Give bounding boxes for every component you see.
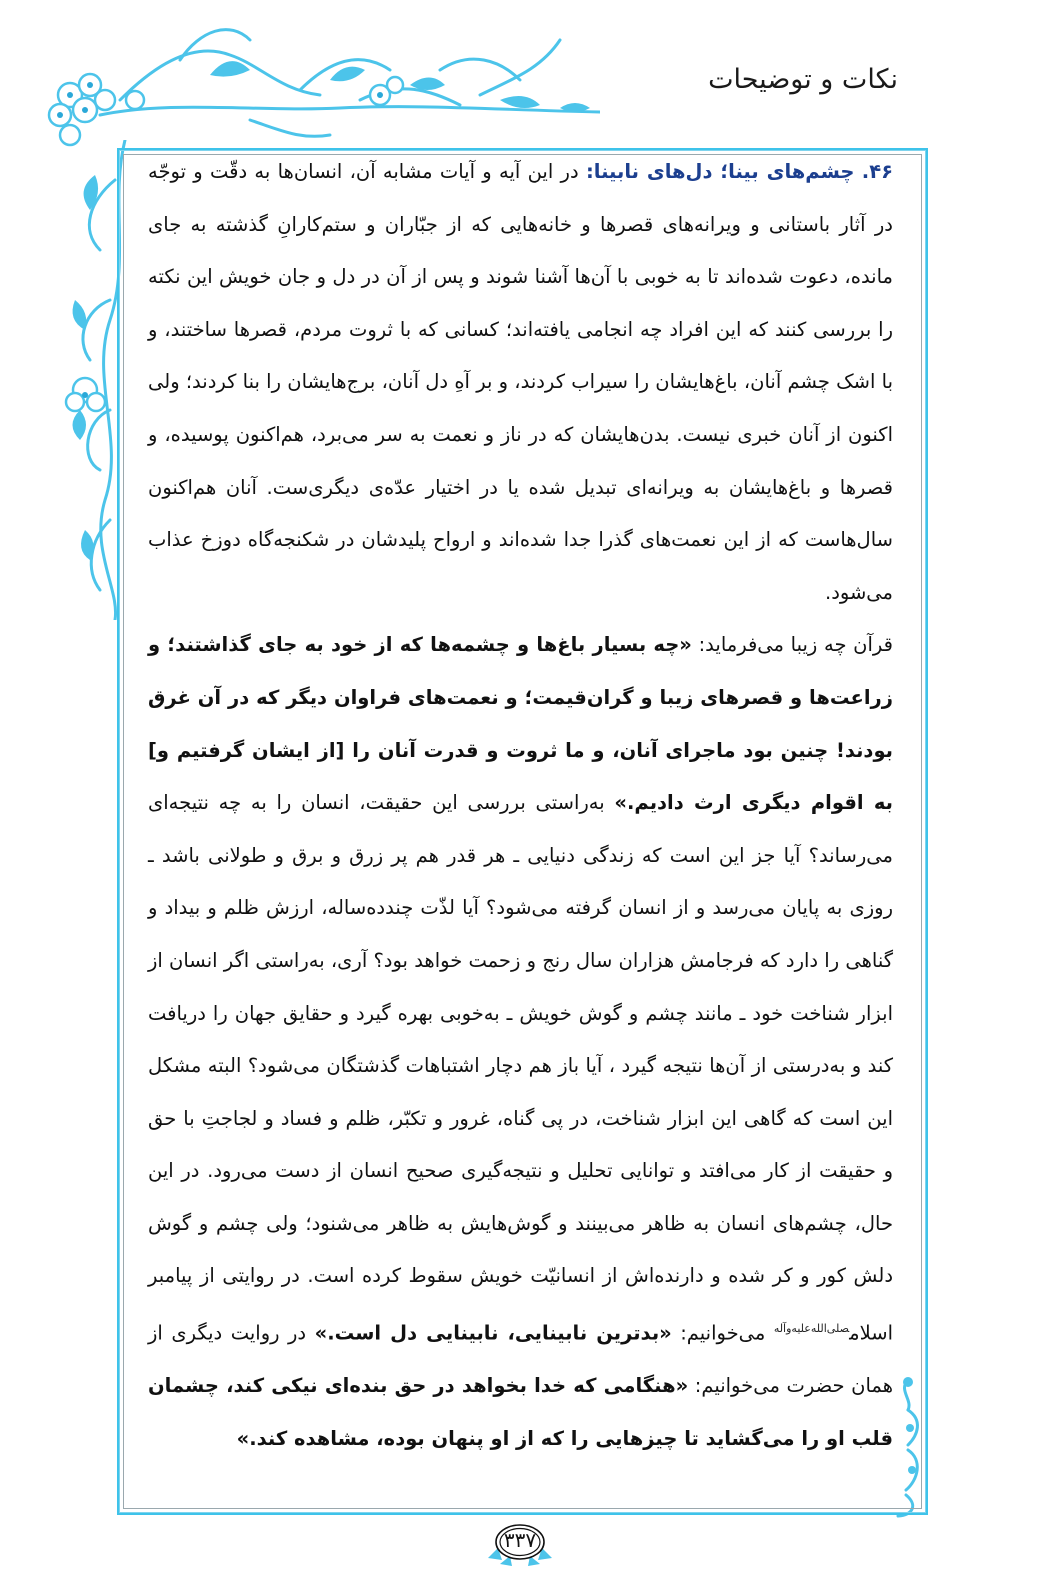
paragraph-text: در روایت دیگری از همان حضرت می‌خوانیم: [148,1321,893,1398]
honorific-glyph: صلی‌الله‌علیه‌وآله [773,1322,850,1336]
page-number-badge [480,1520,560,1570]
paragraph-text: به‌راستی بررسی این حقیقت، انسان را به چه نتیجه‌ای می‌رساند؟ آیا جز این است که زندگی دنیایی ـ هر قدر هم پر زرق و برق و طولانی باشد ـ روزی به پایان می‌رسد و از انسان گرفته می‌شود؟ آیا لذّت چندده‌ساله، ارزش ظلم و بیداد و گناهی را دارد که فرجامش هزاران سال رنج و زحمت خواهد بود؟ آری، به‌راستی اگر انسان از ابزار شناخت خود ـ مانند چشم و گوش خویش ـ به‌خوبی بهره گیرد و حقایق جهان را دریافت کند و به‌درستی از آن‌ها نتیجه گیرد ، آیا باز هم دچار اشتباهات گذشتگان می‌شود؟ البته مشکل این است که گاهی این ابزار شناخت، در پی گناه، غرور و تکبّر، ظلم و فساد و لجاجتِ با حق و حقیقت از کار می‌افتد و توانایی تحلیل و نتیجه‌گیری صحیح انسان از دست می‌رود. در این حال، چشم‌های انسان به ظاهر می‌بینند و گوش‌هایش به ظاهر می‌شنود؛ ولی چشم و گوش دلش کور و کر شده و دارنده‌اش از انسانیّت خویش سقوط کرده است. در روایتی از پیامبر اسلام [148,791,893,1345]
note-paragraph-2 [148,619,893,1465]
paragraph-text: می‌خوانیم: [671,1321,774,1345]
note-body [148,146,893,1465]
note-number: ۴۶. [861,160,894,183]
hadith-quote-1: «بدترین نابینایی، نابینایی دل است.» [314,1321,672,1345]
page-number: ۳۳۷ [503,1528,537,1552]
paragraph-text: در این آیه و آیات مشابه آن، انسان‌ها به دقّت و توجّه در آثار باستانی و ویرانه‌های قصرها و خانه‌هایی که از جبّاران و ستم‌کارانِ گذشته به جای مانده، دعوت شده‌اند تا به خوبی با آن‌ها آشنا شوند و پس از آن در دل و جان خویش این نکته را بررسی کنند که این افراد چه انجامی یافته‌اند؛ کسانی که با ثروت مردم، قصرها ساختند، و با اشک چشم آنان، باغ‌هایشان را سیراب کردند، و بر آهِ دل آنان، برج‌هایشان را بنا کردند؛ ولی اکنون از آنان خبری نیست. بدن‌هایشان که در ناز و نعمت به سر می‌برد، هم‌اکنون پوسیده، و قصرها و باغ‌هایشان به ویرانه‌ای تبدیل شده یا در اختیار عدّه‌ی دیگری‌ست. آنان هم‌اکنون سال‌هاست که از این نعمت‌های گذرا جدا شده‌اند و ارواح پلیدشان در شکنجه‌گاه دوزخ عذاب می‌شود. [148,160,893,604]
page-header-title: نکات و توضیحات [708,64,898,95]
note-paragraph-1 [148,146,893,619]
note-heading: چشم‌های بینا؛ دل‌های نابینا: [585,160,855,183]
hadith-quote-2: «هنگامی که خدا بخواهد در حق بنده‌ای نیکی کند، چشمان قلب او را می‌گشاید تا چیزهایی را که از او پنهان بوده، مشاهده کند.» [148,1374,893,1450]
quran-intro: قرآن چه زیبا می‌فرماید: [691,633,893,657]
quran-quote: «چه بسیار باغ‌ها و چشمه‌ها که از خود به جای گذاشتند؛ و زراعت‌ها و قصرهای زیبا و گران‌قیمت؛ و نعمت‌های فراوان دیگر که در آن غرق بودند! چنین بود ماجرای آنان، و ما ثروت و قدرت آنان را [از ایشان گرفتیم و] به اقوام دیگری ارث دادیم.» [148,633,894,815]
